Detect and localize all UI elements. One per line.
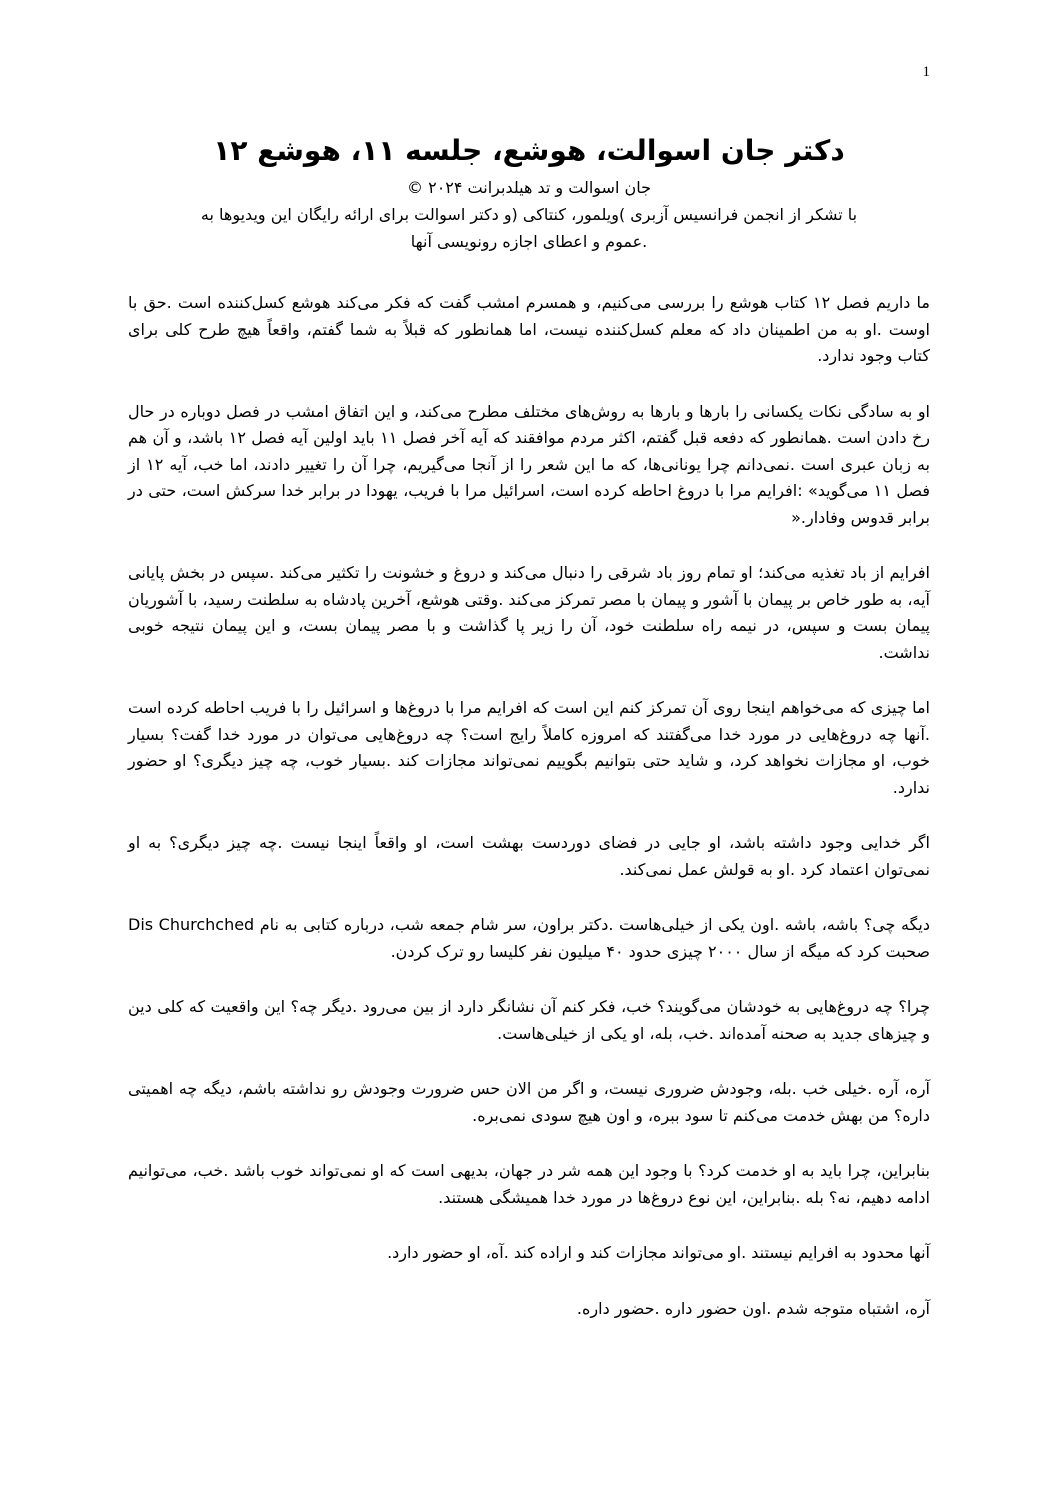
paragraph-8: آره، آره .خیلی خب .بله، وجودش ضروری نیست، و اگر من الان حس ضرورت وجودش رو نداشته باشم، دیگه چه اهمیتی داره؟ من بهش خدمت می‌کنم تا سود ببره، و اون هیچ سودی نمی‌بره. (128, 1079, 930, 1125)
paragraph-4: اما چیزی که می‌خواهم اینجا روی آن تمرکز کنم این است که افرایم مرا با دروغ‌ها و اسرائیل را با فریب احاطه کرده است .آنها چه دروغ‌هایی در مورد خدا می‌گفتند که امروزه کاملاً رایج است؟ چه دروغ‌هایی می‌توان در مورد خدا گفت؟ بسیار خوب، او مجازات نخواهد کرد، و شاید حتی بتوانیم بگوییم نمی‌تواند مجازات کند .بسیار خوب، چه چیز دیگری؟ او حضور ندارد. (128, 698, 930, 797)
page-number: 1 (922, 64, 930, 80)
paragraph-2: او به سادگی نکات یکسانی را بارها و بارها به روش‌های مختلف مطرح می‌کند، و این اتفاق امشب در فصل دوباره در حال رخ دادن است .همانطور که دفعه قبل گفتم، اکثر مردم موافقند که آیه آخر فصل ۱۱ باید اولین آیه فصل ۱۲ باشد، و آن هم به زبان عبری است .نمی‌دانم چرا یونانی‌ها، که ما این شعر را از آنجا می‌گیریم، چرا آن را تغییر دادند، اما خب، آیه ۱۲ از فصل ۱۱ می‌گوید» :افرایم مرا با دروغ احاطه کرده است، اسرائیل مرا با فریب، یهودا در برابر خدا سرکش است، حتی در برابر قدوس وفادار.« (128, 401, 931, 527)
acknowledgement-line-2: .عموم و اعطای اجازه رونویسی آنها (410, 232, 648, 251)
acknowledgement-line-1: با تشکر از انجمن فرانسیس آزبری )ویلمور، کنتاکی (و دکتر اسوالت برای ارائه رایگان این ویدیوها به (200, 205, 858, 224)
document-title: دکتر جان اسوالت، هوشع، جلسه ۱۱، هوشع ۱۲ (213, 134, 845, 167)
paragraph-6: دیگه چی؟ باشه، باشه .اون یکی از خیلی‌هاست .دکتر براون، سر شام جمعه شب، درباره کتابی به نام Dis Churchched صحبت کرد که میگه از سال ۲۰۰۰ چیزی حدود ۴۰ میلیون نفر کلیسا رو ترک کردن. (128, 915, 930, 961)
paragraph-1: ما داریم فصل ۱۲ کتاب هوشع را بررسی می‌کنیم، و همسرم امشب گفت که فکر می‌کند هوشع کسل‌کننده است .حق با اوست .او به من اطمینان داد که معلم کسل‌کننده نیست، اما همانطور که قبلاً به شما گفتم، واقعاً هیچ طرح کلی برای کتاب وجود ندارد. (128, 293, 930, 365)
paragraph-7: چرا؟ چه دروغ‌هایی به خودشان می‌گویند؟ خب، فکر کنم آن نشانگر دارد از بین می‌رود .دیگر چه؟ این واقعیت که کلی دین و چیزهای جدید به صحنه آمده‌اند .خب، بله، او یکی از خیلی‌هاست. (128, 997, 930, 1043)
paragraph-10: آنها محدود به افرایم نیستند .او می‌تواند مجازات کند و اراده کند .آه، او حضور دارد. (387, 1243, 930, 1262)
paragraph-11: آره، اشتباه متوجه شدم .اون حضور داره .حضور داره. (576, 1298, 930, 1318)
document-body (128, 290, 930, 1351)
paragraph-3: افرایم از باد تغذیه می‌کند؛ او تمام روز باد شرقی را دنبال می‌کند و دروغ و خشونت را تکثیر می‌کند .سپس در بخش پایانی آیه، به طور خاص بر پیمان با آشور و پیمان با مصر تمرکز می‌کند .وقتی هوشع، آخرین پادشاه به سلطنت رسید، با آشوریان پیمان بست و سپس، در نیمه راه سلطنت خود، آن را زیر پا گذاشت و با مصر پیمان بست، و این پیمان نتیجه خوبی نداشت. (128, 563, 930, 662)
paragraph-9: بنابراین، چرا باید به او خدمت کرد؟ با وجود این همه شر در جهان، بدیهی است که او نمی‌تواند خوب باشد .خب، می‌توانیم ادامه دهیم، نه؟ بله .بنابراین، این نوع دروغ‌ها در مورد خدا همیشگی هستند. (128, 1161, 930, 1207)
copyright-line: جان اسوالت و تد هیلدبرانت ۲۰۲۴ © (407, 178, 651, 197)
paragraph-5: اگر خدایی وجود داشته باشد، او جایی در فضای دوردست بهشت است، او واقعاً اینجا نیست .چه چیز دیگری؟ به او نمی‌توان اعتماد کرد .او به قولش عمل نمی‌کند. (128, 833, 930, 879)
document-header (128, 128, 930, 255)
